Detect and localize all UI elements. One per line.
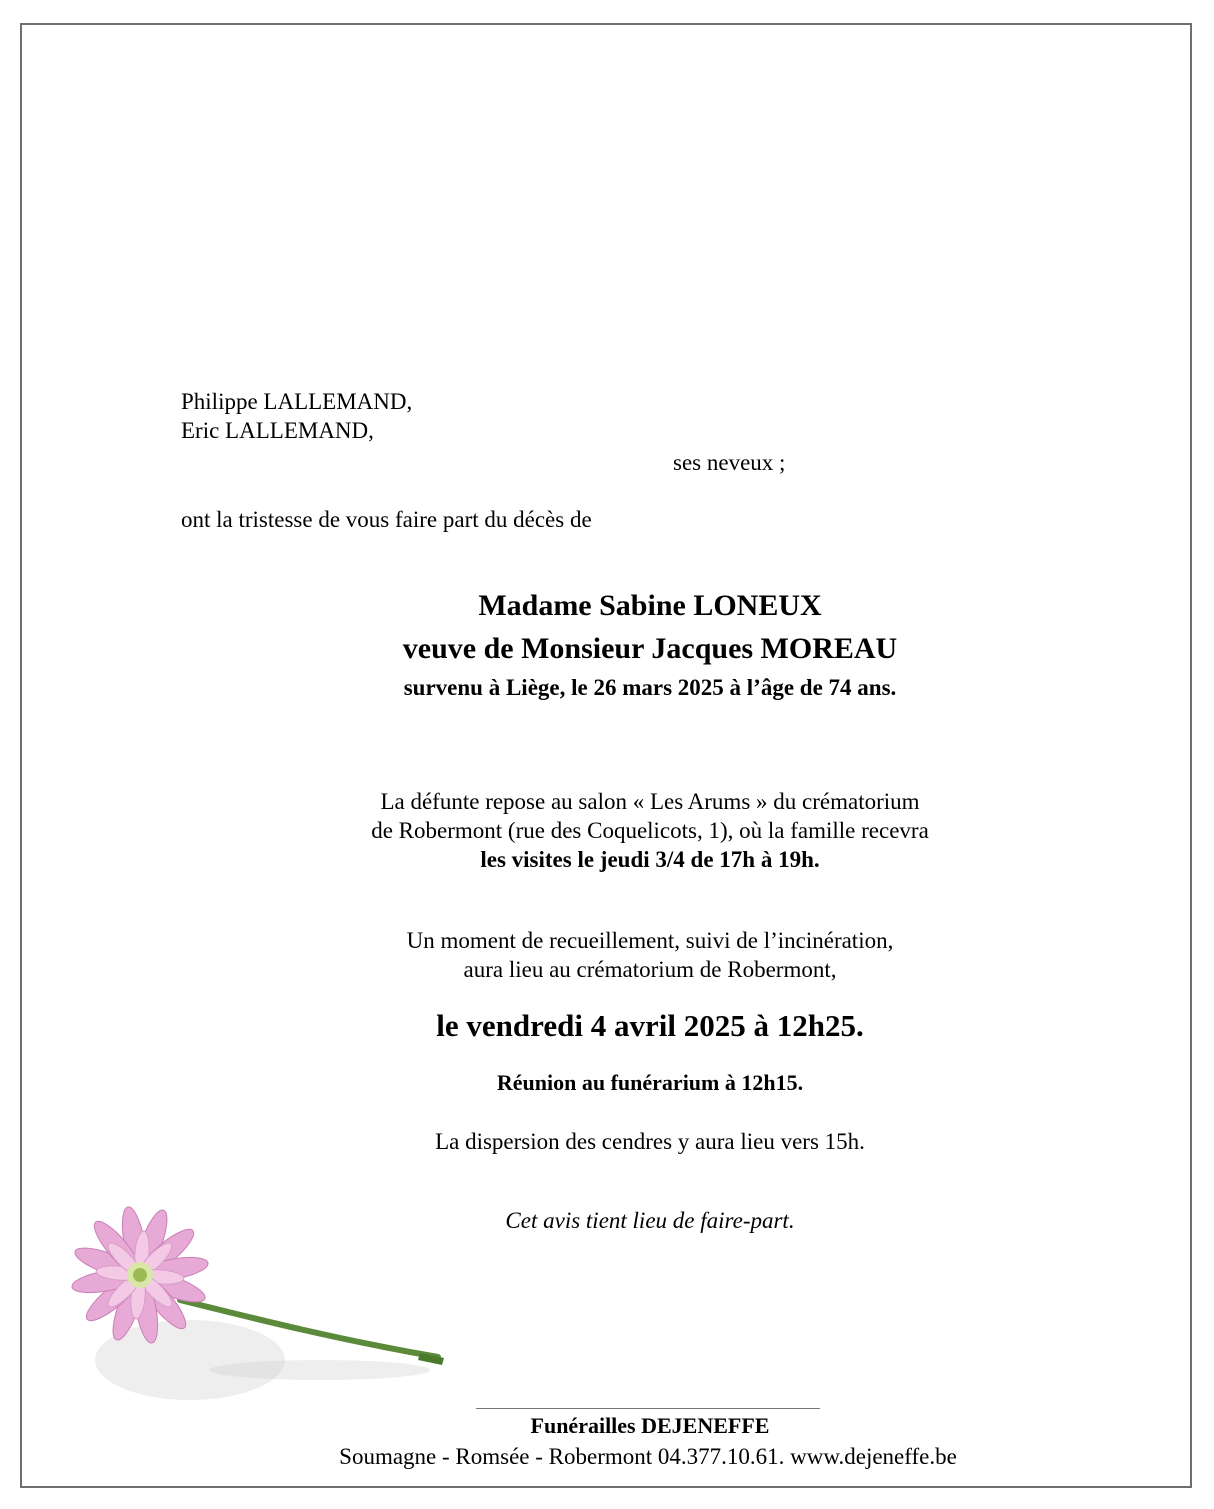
footer-company: Funérailles DEJENEFFE: [530, 1413, 770, 1438]
ceremony-date: le vendredi 4 avril 2025 à 12h25.: [436, 1008, 864, 1043]
announcer-relation: ses neveux ;: [673, 450, 786, 475]
ashes-info: La dispersion des cendres y aura lieu vers 15h.: [435, 1129, 865, 1154]
intro-text: ont la tristesse de vous faire part du décès de: [181, 507, 592, 532]
announcer-line-2: Eric LALLEMAND,: [181, 418, 374, 443]
deceased-spouse: veuve de Monsieur Jacques MOREAU: [402, 632, 898, 665]
ceremony-line-2: aura lieu au crématorium de Robermont,: [463, 957, 837, 982]
ceremony-line-1: Un moment de recueillement, suivi de l’incinération,: [406, 928, 894, 953]
notice-text: Cet avis tient lieu de faire-part.: [505, 1208, 795, 1233]
pink-daisy-flower-icon: [60, 1195, 460, 1425]
deceased-name: Madame Sabine LONEUX: [478, 589, 822, 622]
visitation-line-3: les visites le jeudi 3/4 de 17h à 19h.: [480, 847, 820, 872]
footer-details: Soumagne - Romsée - Robermont 04.377.10.61. www.dejeneffe.be: [339, 1444, 957, 1469]
footer-divider: [476, 1408, 820, 1409]
visitation-line-1: La défunte repose au salon « Les Arums » du crématorium: [380, 789, 920, 814]
announcer-line-1: Philippe LALLEMAND,: [181, 389, 413, 414]
visitation-line-2: de Robermont (rue des Coquelicots, 1), où la famille recevra: [371, 818, 929, 843]
meeting-info: Réunion au funérarium à 12h15.: [496, 1070, 804, 1095]
death-info: survenu à Liège, le 26 mars 2025 à l’âge de 74 ans.: [403, 675, 897, 700]
